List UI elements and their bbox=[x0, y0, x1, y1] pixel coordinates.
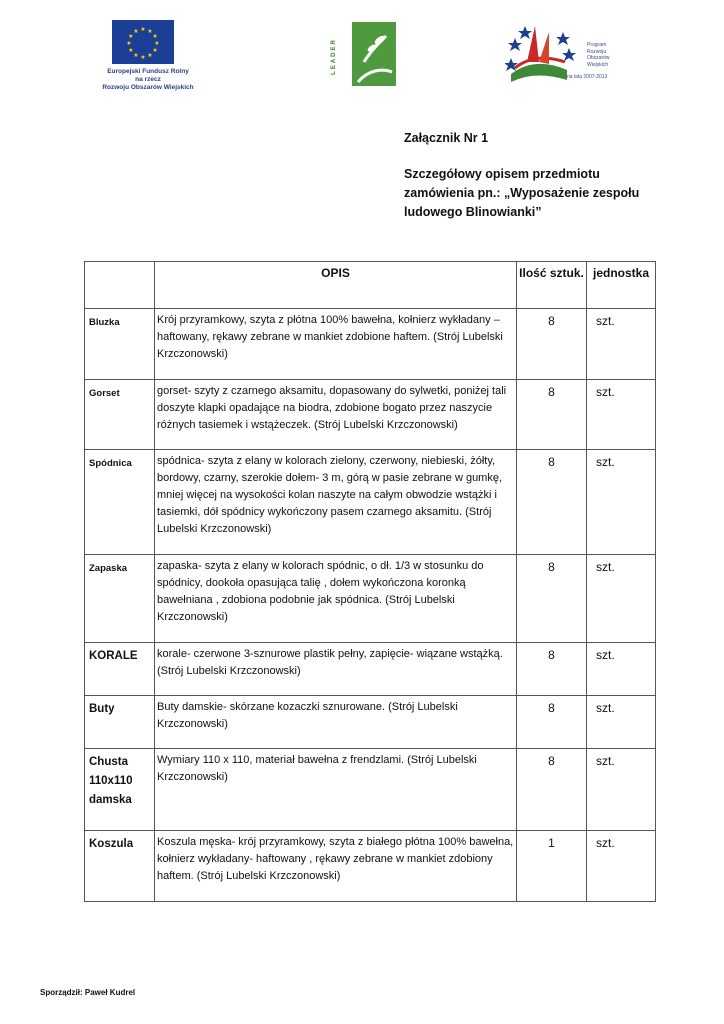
description-line: Krzczonowski) bbox=[157, 348, 228, 360]
table-row bbox=[85, 643, 656, 696]
table-row bbox=[85, 380, 656, 450]
prepared-by: Sporządził: Paweł Kudrel bbox=[40, 988, 136, 997]
item-name bbox=[85, 696, 155, 749]
eu-star-icon: ★ bbox=[147, 28, 153, 35]
item-unit: szt. bbox=[587, 696, 656, 749]
item-quantity: 8 bbox=[517, 643, 587, 696]
column-header-unit: jednostka bbox=[587, 262, 656, 309]
item-name bbox=[85, 555, 155, 643]
eu-star-icon: ★ bbox=[133, 53, 139, 60]
item-name-line: Spódnica bbox=[89, 458, 132, 469]
item-name bbox=[85, 749, 155, 831]
eu-star-icon: ★ bbox=[152, 34, 158, 40]
description-line: tasiemki, dół spódnicy wykończony pasem czarnego aksamitu. (Strój bbox=[157, 506, 492, 518]
prow-caption-line: Obszarów bbox=[587, 55, 610, 61]
prow-caption-line: Rozwoju bbox=[587, 48, 607, 55]
eu-flag-icon bbox=[112, 20, 174, 64]
eu-star-icon: ★ bbox=[133, 28, 139, 35]
item-description bbox=[155, 749, 517, 831]
prow-years: na lata 2007-2013 bbox=[567, 74, 608, 80]
description-line: gorset- szyty z czarnego aksamitu, dopasowany do sylwetki, poniżej tali bbox=[157, 385, 507, 397]
item-name-line: Bluzka bbox=[89, 317, 120, 328]
item-quantity: 8 bbox=[517, 380, 587, 450]
description-line: kołnierz wykładany- haftowany , rękawy zebrane w mankiet zdobiony bbox=[157, 853, 493, 865]
description-line: Krzczonowski) bbox=[157, 771, 228, 783]
eu-star-icon: ★ bbox=[154, 41, 160, 47]
item-unit: szt. bbox=[587, 831, 656, 902]
items-table bbox=[84, 261, 656, 902]
item-name-line: Koszula bbox=[89, 838, 134, 850]
eu-caption-line: Europejski Fundusz Rolny bbox=[107, 68, 189, 75]
item-name bbox=[85, 450, 155, 555]
description-line: Krój przyramkowy, szyta z płótna 100% bawełna, kołnierz wykładany – bbox=[157, 314, 500, 326]
description-line: Lubelski Krzczonowski) bbox=[157, 523, 272, 535]
eu-star-icon: ★ bbox=[152, 48, 158, 54]
item-name-line: Gorset bbox=[89, 388, 120, 399]
item-quantity: 8 bbox=[517, 696, 587, 749]
prow-caption bbox=[587, 42, 627, 68]
table-row bbox=[85, 831, 656, 902]
item-description bbox=[155, 831, 517, 902]
item-quantity: 8 bbox=[517, 555, 587, 643]
item-quantity: 8 bbox=[517, 749, 587, 831]
item-description bbox=[155, 696, 517, 749]
item-unit: szt. bbox=[587, 555, 656, 643]
eu-star-icon: ★ bbox=[140, 55, 146, 61]
eu-star-icon: ★ bbox=[128, 34, 134, 40]
item-unit: szt. bbox=[587, 643, 656, 696]
item-name bbox=[85, 380, 155, 450]
table-row bbox=[85, 450, 656, 555]
description-line: spódnicy, dookoła opasująca talię , dołem wykończona koronką bbox=[157, 577, 466, 589]
item-name bbox=[85, 643, 155, 696]
description-line: (Strój Lubelski Krzczonowski) bbox=[157, 665, 301, 677]
item-description bbox=[155, 555, 517, 643]
item-name-line: damska bbox=[89, 794, 132, 806]
item-name bbox=[85, 309, 155, 380]
description-line: haftowany, rękawy zebrane w mankiet zdobione haftem. (Strój Lubelski bbox=[157, 331, 503, 343]
eu-logo bbox=[95, 20, 205, 98]
table-row bbox=[85, 749, 656, 831]
item-name bbox=[85, 831, 155, 902]
item-description bbox=[155, 309, 517, 380]
description-line: bordowy, czarny, szerokie dołem- 3 m, górą w pasie zebrane w gumkę, bbox=[157, 472, 503, 484]
item-description bbox=[155, 380, 517, 450]
description-line: Krzczonowski) bbox=[157, 611, 228, 623]
description-line: Koszula męska- krój przyramkowy, szyta z białego płótna 100% bawełna, bbox=[157, 836, 514, 848]
item-unit: szt. bbox=[587, 749, 656, 831]
eu-caption-line: Rozwoju Obszarów Wiejskich bbox=[102, 84, 194, 91]
description-line: różnych tasiemek i wstążeczek. (Strój Lubelski Krzczonowski) bbox=[157, 419, 458, 431]
eu-star-icon: ★ bbox=[147, 53, 153, 60]
leader-box bbox=[352, 22, 396, 86]
description-line: bawełniana , zdobiona podobnie jak spódnica. (Strój Lubelski bbox=[157, 594, 455, 606]
title-line: ludowego Blinowianki” bbox=[404, 205, 542, 219]
description-line: haftem. (Strój Lubelski Krzczonowski) bbox=[157, 870, 341, 882]
leader-sprout-icon bbox=[352, 22, 396, 86]
description-line: zapaska- szyta z elany w kolorach spódnic, o dł. 1/3 w stosunku do bbox=[157, 560, 484, 572]
table-row bbox=[85, 555, 656, 643]
item-name-line: Zapaska bbox=[89, 563, 128, 574]
item-unit: szt. bbox=[587, 380, 656, 450]
eu-star-icon: ★ bbox=[126, 41, 132, 47]
leader-logo bbox=[328, 22, 396, 86]
leader-side-text bbox=[330, 28, 350, 84]
title-line: zamówienia pn.: „Wyposażenie zespołu bbox=[404, 186, 640, 200]
description-line: mniej więcej na wysokości kolan naszyte na całym obwodzie wstążki i bbox=[157, 489, 497, 501]
item-quantity: 8 bbox=[517, 309, 587, 380]
title-line: Szczegółowy opisem przedmiotu bbox=[404, 167, 600, 181]
attachment-label: Załącznik Nr 1 bbox=[404, 131, 489, 145]
document-title bbox=[404, 165, 664, 222]
eu-star-icon: ★ bbox=[128, 48, 134, 54]
item-name-line: 110x110 bbox=[89, 775, 133, 787]
eu-logo-caption bbox=[95, 68, 201, 92]
item-unit: szt. bbox=[587, 309, 656, 380]
item-name-line: Chusta bbox=[89, 756, 128, 768]
column-header-quantity: Ilość sztuk. bbox=[517, 262, 587, 309]
item-description bbox=[155, 643, 517, 696]
table-header-row bbox=[85, 262, 656, 309]
description-line: doszyte klapki opadające na biodra, zdobione bogato przez naszycie bbox=[157, 402, 493, 414]
prow-logo bbox=[505, 18, 625, 88]
item-unit: szt. bbox=[587, 450, 656, 555]
item-quantity: 1 bbox=[517, 831, 587, 902]
description-line: korale- czerwone 3-sznurowe plastik pełny, zapięcie- wiązane wstążką. bbox=[157, 648, 503, 660]
prow-caption-line: Wiejskich bbox=[587, 61, 609, 68]
column-header-name bbox=[85, 262, 155, 309]
item-name-line: KORALE bbox=[89, 650, 138, 662]
item-description bbox=[155, 450, 517, 555]
leader-text: LEADER bbox=[330, 38, 337, 75]
eu-caption-line: na rzecz bbox=[135, 76, 161, 83]
description-line: spódnica- szyta z elany w kolorach zielony, czerwony, niebieski, żółty, bbox=[157, 455, 496, 467]
description-line: Buty damskie- skórzane kozaczki sznurowane. (Strój Lubelski bbox=[157, 701, 458, 713]
eu-star-icon: ★ bbox=[140, 27, 146, 33]
table-row bbox=[85, 309, 656, 380]
item-quantity: 8 bbox=[517, 450, 587, 555]
description-line: Wymiary 110 x 110, materiał bawełna z frendzlami. (Strój Lubelski bbox=[157, 754, 477, 766]
column-header-description: OPIS bbox=[155, 262, 517, 309]
table-row bbox=[85, 696, 656, 749]
item-name-line: Buty bbox=[89, 703, 115, 715]
prow-caption-line: Program bbox=[587, 42, 607, 48]
description-line: Krzczonowski) bbox=[157, 718, 228, 730]
